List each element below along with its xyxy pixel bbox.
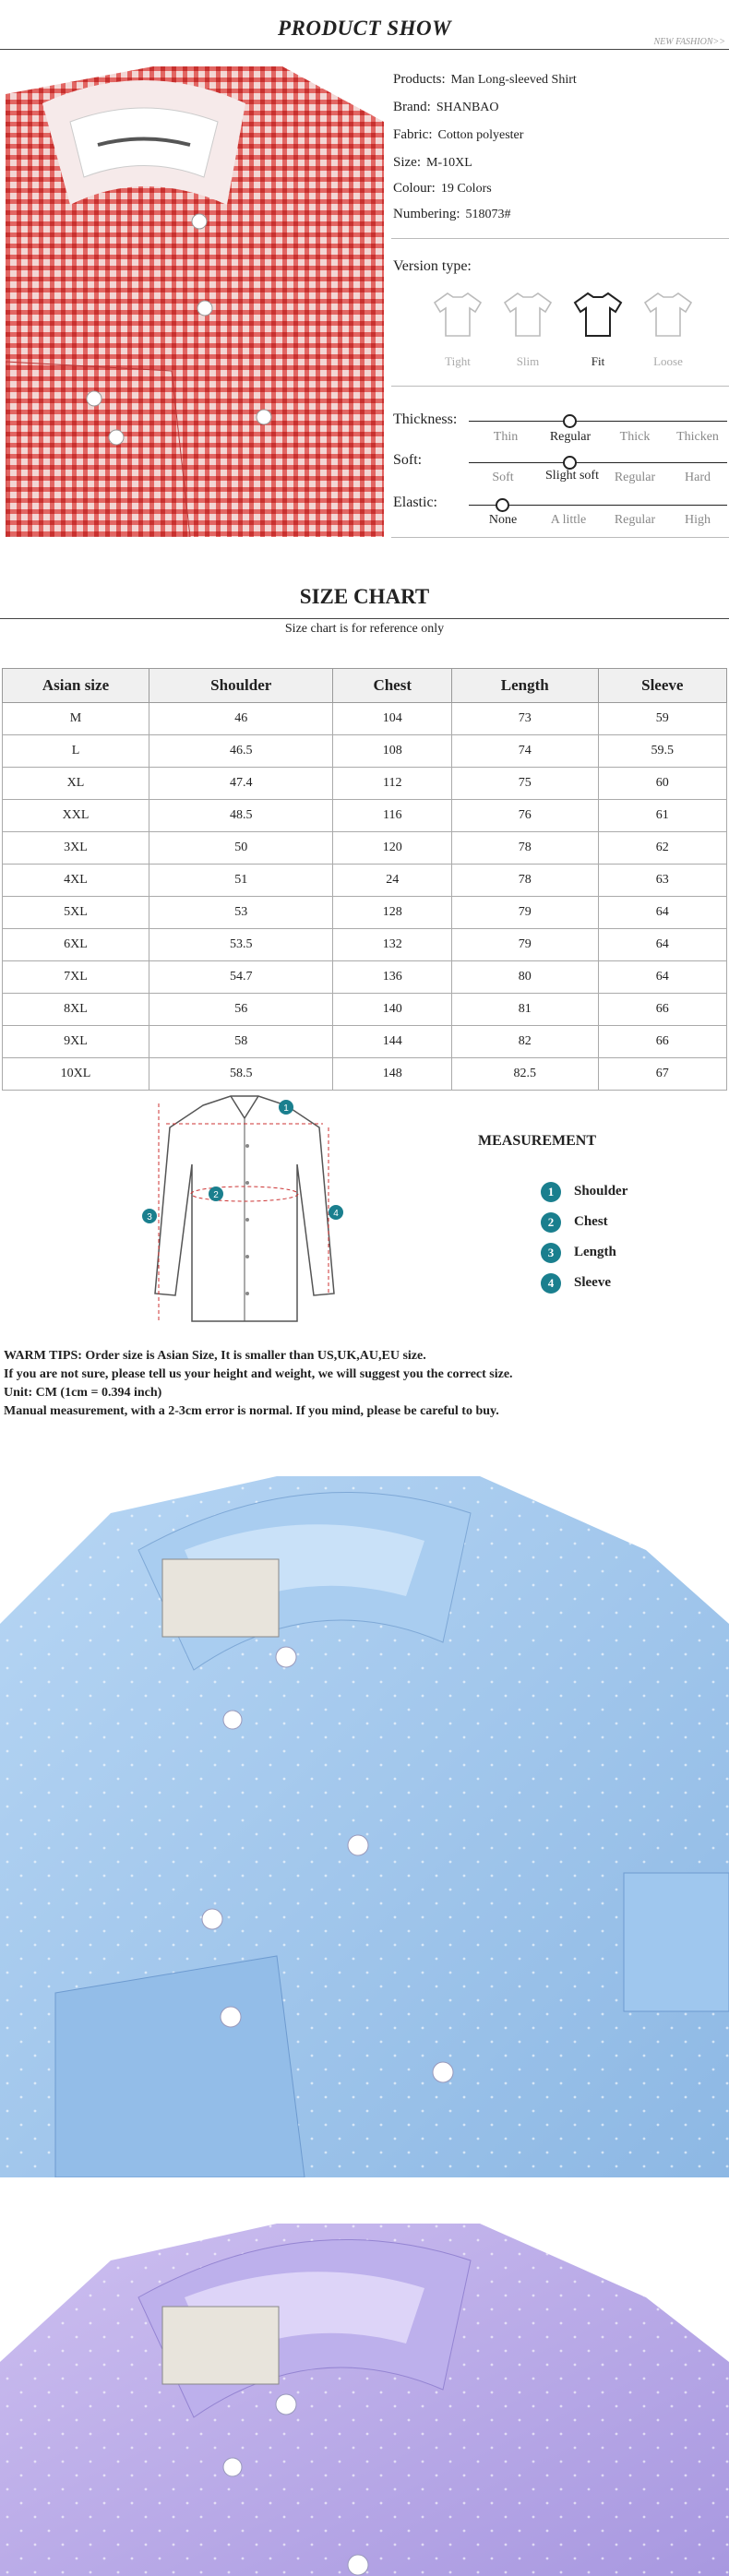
table-cell: 5XL [3,897,149,929]
header-divider [0,49,729,50]
table-cell: 79 [452,929,599,961]
table-cell: 48.5 [149,800,333,832]
tshirt-icon-tight [433,292,483,338]
table-cell: 78 [452,865,599,897]
table-cell: 7XL [3,961,149,994]
thickness-slider-knob[interactable] [563,414,577,428]
table-cell: 112 [333,768,452,800]
elastic-option-none: None [488,513,518,527]
table-cell: 104 [333,703,452,735]
table-cell: 64 [598,929,726,961]
table-cell: 148 [333,1058,452,1091]
elastic-option-high: High [685,513,711,527]
size-chart-title: SIZE CHART [299,585,430,608]
table-cell: 120 [333,832,452,865]
table-cell: 54.7 [149,961,333,994]
table-cell: 3XL [3,832,149,865]
table-cell: 58.5 [149,1058,333,1091]
tshirt-icon-fit [573,292,623,338]
thickness-option-thicken: Thicken [676,430,719,444]
table-cell: 47.4 [149,768,333,800]
table-cell: 64 [598,897,726,929]
shirt-diagram-icon [138,1091,351,1330]
table-cell: 46 [149,703,333,735]
version-label-loose: Loose [653,354,683,368]
table-cell: 62 [598,832,726,865]
table-cell: 82.5 [452,1058,599,1091]
table-cell: 82 [452,1026,599,1058]
soft-label: Soft: [393,452,423,468]
purple-shirt-image [0,2177,729,2576]
tshirt-icon-loose [643,292,693,338]
table-cell: 136 [333,961,452,994]
elastic-option-regular: Regular [614,513,656,527]
page-title: PRODUCT SHOW [277,17,452,40]
table-cell: 66 [598,994,726,1026]
slider-divider [391,537,729,538]
soft-option-soft: Soft [492,471,514,484]
svg-text:4: 4 [333,1209,339,1219]
blue-shirt-image [0,1439,729,2177]
spec-numbering: Numbering: 518073# [393,207,511,221]
thickness-slider-track [469,421,727,422]
spec-brand: Brand: SHANBAO [393,100,499,114]
spec-products: Products: Man Long-sleeved Shirt [393,72,577,87]
tshirt-icon-slim [503,292,553,338]
table-cell: 60 [598,768,726,800]
size-table-header-chest: Chest [333,669,452,703]
table-cell: L [3,735,149,768]
table-cell: 24 [333,865,452,897]
svg-text:3: 3 [147,1212,152,1222]
size-table [2,668,727,1091]
size-table-header-asian-size: Asian size [3,669,149,703]
table-cell: 78 [452,832,599,865]
table-cell: 9XL [3,1026,149,1058]
spec-fabric: Fabric: Cotton polyester [393,127,524,142]
measurement-item-sleeve: 4 Sleeve [541,1272,611,1293]
table-cell: 56 [149,994,333,1026]
thickness-option-thin: Thin [493,430,519,444]
thickness-label: Thickness: [393,411,458,427]
warm-tips-line: WARM TIPS: Order size is Asian Size, It is smaller than US,UK,AU,EU size. [4,1349,426,1363]
svg-text:1: 1 [283,1103,289,1114]
soft-option-slight-soft: Slight soft [545,469,599,483]
size-table-header-length: Length [452,669,599,703]
measurement-item-shoulder: 1 Shoulder [541,1181,627,1201]
size-table-header-shoulder: Shoulder [149,669,333,703]
table-cell: 64 [598,961,726,994]
table-cell: XXL [3,800,149,832]
soft-slider-knob[interactable] [563,456,577,470]
table-row [3,832,727,865]
table-cell: 108 [333,735,452,768]
table-cell: XL [3,768,149,800]
table-row [3,735,727,768]
tips-line-unit: Unit: CM (1cm = 0.394 inch) [4,1386,162,1400]
spec-size: Size: M-10XL [393,155,472,170]
table-cell: 80 [452,961,599,994]
table-cell: 144 [333,1026,452,1058]
table-cell: 128 [333,897,452,929]
measurement-item-chest: 2 Chest [541,1211,608,1232]
svg-text:2: 2 [213,1190,219,1200]
table-cell: 79 [452,897,599,929]
size-chart-note: Size chart is for reference only [284,622,445,636]
table-cell: 53 [149,897,333,929]
table-cell: M [3,703,149,735]
red-plaid-shirt-image [6,66,384,537]
table-cell: 6XL [3,929,149,961]
table-cell: 51 [149,865,333,897]
table-cell: 8XL [3,994,149,1026]
elastic-slider-knob[interactable] [496,498,509,512]
table-row [3,929,727,961]
spec-divider [391,238,729,239]
table-cell: 81 [452,994,599,1026]
thickness-option-thick: Thick [619,430,651,444]
table-cell: 116 [333,800,452,832]
table-cell: 59.5 [598,735,726,768]
soft-option-hard: Hard [685,471,711,484]
table-row [3,800,727,832]
soft-slider-track [469,462,727,463]
table-cell: 67 [598,1058,726,1091]
version-label-fit: Fit [591,354,605,368]
table-row [3,703,727,735]
table-cell: 140 [333,994,452,1026]
table-cell: 61 [598,800,726,832]
table-row [3,994,727,1026]
table-row [3,768,727,800]
table-cell: 4XL [3,865,149,897]
table-row [3,865,727,897]
version-label-slim: Slim [516,354,540,368]
table-cell: 59 [598,703,726,735]
table-row [3,1026,727,1058]
table-cell: 58 [149,1026,333,1058]
size-table-header-sleeve: Sleeve [598,669,726,703]
table-row [3,897,727,929]
version-label-tight: Tight [445,354,471,368]
version-divider [391,386,729,387]
tips-line-error: Manual measurement, with a 2-3cm error is normal. If you mind, please be careful to buy. [4,1404,499,1418]
tips-line-size-help: If you are not sure, please tell us your height and weight, we will suggest you the correct size. [4,1367,513,1381]
table-cell: 66 [598,1026,726,1058]
table-row [3,1058,727,1091]
elastic-label: Elastic: [393,495,437,510]
table-cell: 132 [333,929,452,961]
table-cell: 74 [452,735,599,768]
table-cell: 76 [452,800,599,832]
table-cell: 63 [598,865,726,897]
table-cell: 50 [149,832,333,865]
new-fashion-link[interactable]: NEW FASHION>> [653,37,725,47]
table-cell: 53.5 [149,929,333,961]
table-cell: 73 [452,703,599,735]
soft-option-regular: Regular [614,471,656,484]
elastic-option-a-little: A little [550,513,587,527]
table-cell: 46.5 [149,735,333,768]
measurement-item-length: 3 Length [541,1242,616,1262]
table-cell: 10XL [3,1058,149,1091]
thickness-option-regular: Regular [549,430,592,444]
size-chart-divider [0,618,729,619]
measurement-title: MEASUREMENT [478,1133,597,1149]
spec-colour: Colour: 19 Colors [393,181,492,196]
version-type-title: Version type: [393,258,472,274]
table-row [3,961,727,994]
table-cell: 75 [452,768,599,800]
